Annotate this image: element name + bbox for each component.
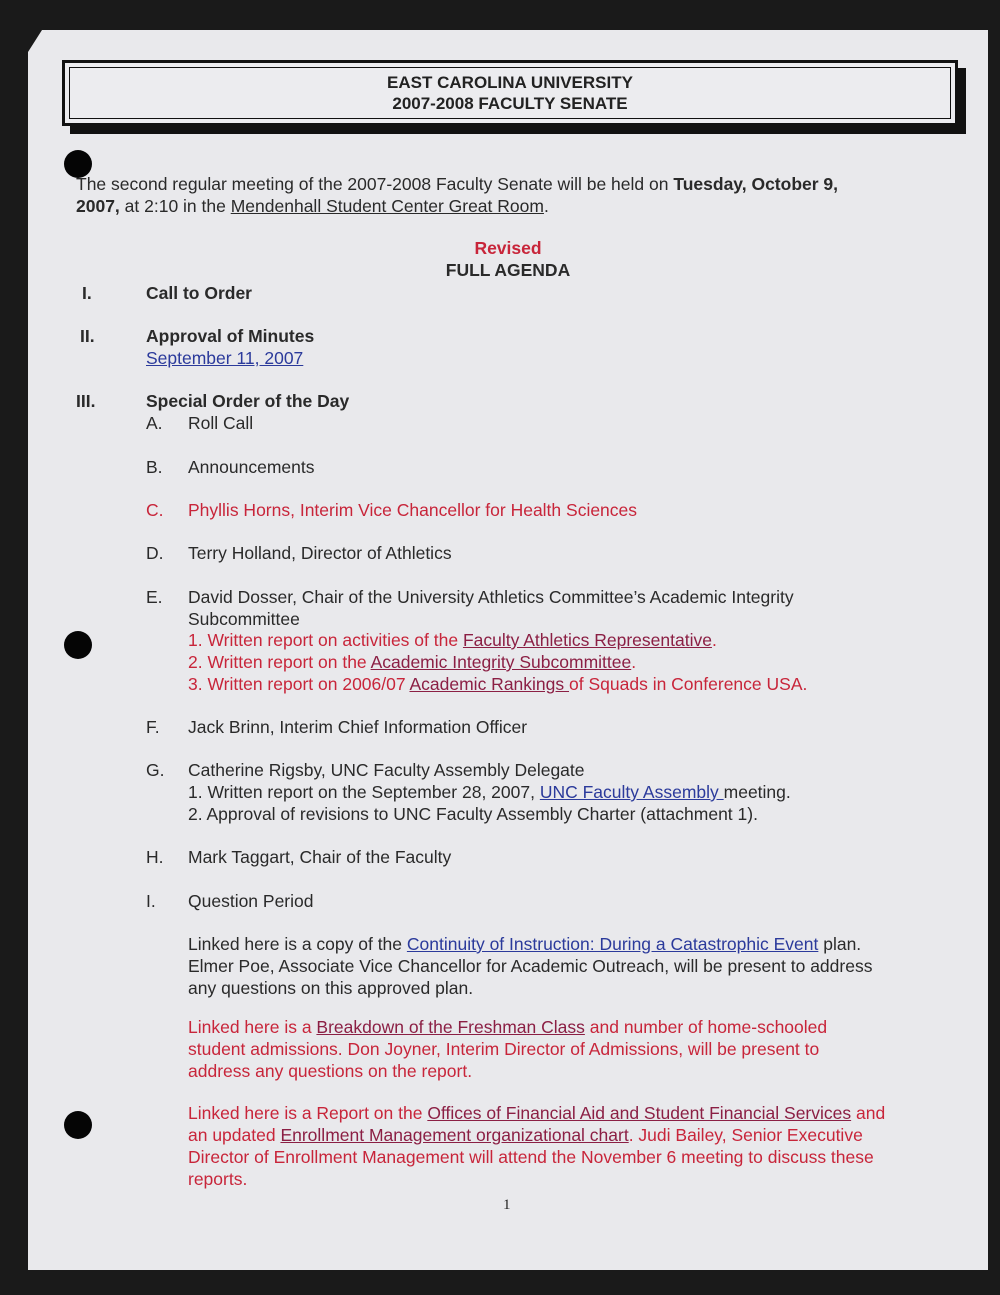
- punch-hole-middle: [64, 631, 92, 659]
- item-letter-b: B.: [146, 457, 163, 477]
- item-letter-i: I.: [146, 891, 156, 911]
- p1-text: Linked here is a copy of the: [188, 934, 407, 954]
- header-university: EAST CAROLINA UNIVERSITY: [387, 73, 633, 92]
- freshman-class-link[interactable]: Breakdown of the Freshman Class: [316, 1017, 585, 1037]
- minutes-link[interactable]: September 11, 2007: [146, 348, 304, 368]
- p3-l2-text: an updated: [188, 1125, 281, 1145]
- revised-label: Revised: [474, 238, 542, 258]
- section-call-to-order: Call to Order: [146, 283, 252, 303]
- item-letter-f: F.: [146, 717, 160, 737]
- p1-end: plan.: [818, 934, 862, 954]
- item-question-period: Question Period: [188, 891, 314, 911]
- p2-text: Linked here is a: [188, 1017, 317, 1037]
- e-sub-1-end: .: [711, 630, 717, 650]
- e-sub-item-3: [188, 674, 807, 695]
- financial-aid-link[interactable]: Offices of Financial Aid and Student Financial Services: [427, 1103, 852, 1123]
- intro-date: Tuesday, October 9,: [673, 174, 839, 194]
- paragraph-3-line-4: reports.: [188, 1169, 248, 1189]
- paragraph-1-line-2: Elmer Poe, Associate Vice Chancellor for Academic Outreach, will be present to address: [188, 956, 873, 976]
- e-sub-item-2: [188, 652, 636, 673]
- paragraph-1-line-3: any questions on this approved plan.: [188, 978, 474, 998]
- item-catherine-rigsby: Catherine Rigsby, UNC Faculty Assembly Delegate: [188, 760, 585, 780]
- section-special-order: Special Order of the Day: [146, 391, 350, 411]
- paragraph-3-line-3: Director of Enrollment Management will attend the November 6 meeting to discuss these: [188, 1147, 874, 1167]
- intro-end: .: [543, 196, 549, 216]
- p3-text: Linked here is a Report on the: [188, 1103, 428, 1123]
- section-numeral-2: II.: [80, 326, 95, 346]
- punch-hole-bottom: [64, 1111, 92, 1139]
- continuity-plan-link[interactable]: Continuity of Instruction: During a Catastrophic Event: [406, 934, 819, 954]
- g-sub-1-text: 1. Written report on the September 28, 2007,: [188, 782, 540, 802]
- item-letter-h: H.: [146, 847, 164, 867]
- e-sub-2-end: .: [631, 652, 637, 672]
- section-numeral-1: I.: [82, 283, 92, 303]
- item-letter-a: A.: [146, 413, 163, 433]
- paragraph-2-line-2: student admissions. Don Joyner, Interim Director of Admissions, will be present to: [188, 1039, 820, 1059]
- item-letter-d: D.: [146, 543, 164, 563]
- item-letter-g: G.: [146, 760, 165, 780]
- enrollment-chart-link[interactable]: Enrollment Management organizational chart: [280, 1125, 629, 1145]
- paragraph-3-line-2: [188, 1125, 863, 1146]
- section-numeral-3: III.: [76, 391, 96, 411]
- header-inner-border: [69, 67, 951, 119]
- item-announcements: Announcements: [188, 457, 315, 477]
- paragraph-2-line-3: address any questions on the report.: [188, 1061, 473, 1081]
- item-phyllis-horns: Phyllis Horns, Interim Vice Chancellor for Health Sciences: [188, 500, 638, 520]
- header-box: [62, 60, 958, 126]
- header-senate: 2007-2008 FACULTY SENATE: [392, 94, 628, 113]
- section-approval-minutes: Approval of Minutes: [146, 326, 315, 346]
- full-agenda-title: FULL AGENDA: [445, 260, 571, 280]
- item-david-dosser-cont: Subcommittee: [188, 609, 300, 629]
- paragraph-3-line-1: [188, 1103, 885, 1124]
- academic-rankings-link[interactable]: Academic Rankings: [409, 674, 570, 694]
- e-sub-3-end: of Squads in Conference USA.: [569, 674, 808, 694]
- item-roll-call: Roll Call: [188, 413, 254, 433]
- item-terry-holland: Terry Holland, Director of Athletics: [188, 543, 452, 563]
- intro-time-text: at 2:10 in the: [119, 196, 231, 216]
- e-sub-item-1: [188, 630, 717, 651]
- item-mark-taggart: Mark Taggart, Chair of the Faculty: [188, 847, 452, 867]
- intro-year: 2007,: [76, 196, 120, 216]
- item-letter-e: E.: [146, 587, 163, 607]
- g-sub-1-end: meeting.: [723, 782, 791, 802]
- e-sub-1-text: 1. Written report on activities of the: [188, 630, 463, 650]
- intro-line-2: [76, 196, 549, 217]
- faculty-athletics-rep-link[interactable]: Faculty Athletics Representative: [462, 630, 712, 650]
- p2-end: and number of home-schooled: [584, 1017, 828, 1037]
- p3-l2-end: . Judi Bailey, Senior Executive: [628, 1125, 863, 1145]
- paragraph-2-line-1: [188, 1017, 827, 1038]
- item-letter-c: C.: [146, 500, 164, 520]
- page-number: 1: [503, 1197, 511, 1213]
- p3-end: and: [851, 1103, 886, 1123]
- item-jack-brinn: Jack Brinn, Interim Chief Information Officer: [188, 717, 528, 737]
- intro-line-1: [76, 174, 838, 195]
- academic-integrity-link[interactable]: Academic Integrity Subcommittee: [370, 652, 632, 672]
- g-sub-item-2: 2. Approval of revisions to UNC Faculty Assembly Charter (attachment 1).: [188, 804, 758, 824]
- e-sub-3-text: 3. Written report on 2006/07: [188, 674, 410, 694]
- intro-text: The second regular meeting of the 2007-2008 Faculty Senate will be held on: [76, 174, 674, 194]
- intro-location: Mendenhall Student Center Great Room: [230, 196, 544, 216]
- unc-faculty-assembly-link[interactable]: UNC Faculty Assembly: [539, 782, 724, 802]
- paragraph-1-line-1: [188, 934, 861, 955]
- item-david-dosser: David Dosser, Chair of the University Athletics Committee’s Academic Integrity: [188, 587, 794, 607]
- e-sub-2-text: 2. Written report on the: [188, 652, 371, 672]
- g-sub-item-1: [188, 782, 791, 803]
